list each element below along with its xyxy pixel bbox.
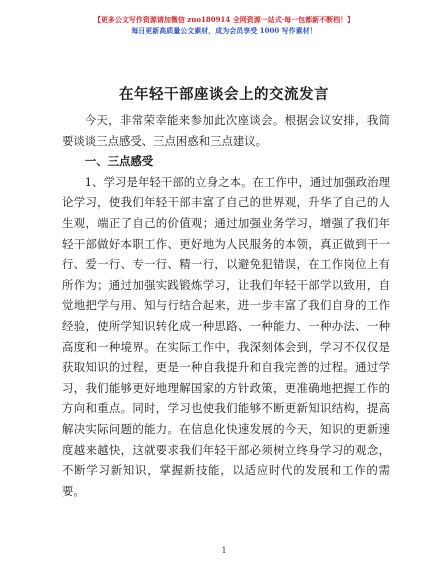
promo-line-2: 每日更新高质量公文素材，成为会员享受 1000 写作素材！ xyxy=(131,26,317,35)
document-title: 在年轻干部座谈会上的交流发言 xyxy=(119,86,329,103)
body-paragraph: 1、学习是年轻干部的立身之本。在工作中，通过加强政治理论学习，使我们年轻干部丰富了自己的世界观，升华了自己的人生观，端正了自己的价值观；通过加强业务学习，增强了我们年轻干部做好本职工作、更好地为人民服务的本领，真正做到干一行、爱一行、专一行、精一行，以避免犯错误，在工作岗位上有所作为；通过加强实践锻炼学习，让我们年轻干部学以致用，自觉地把学与用、知与行结合起来，进一步丰富了我们自身的工作经验，使所学知识转化成一种思路、一种能力、一种办法、一种高度和一种境界。在实际工作中，我深刻体会到，学习不仅仅是获取知识的过程，更是一种自我提升和自我完善的过程。通过学习，我们能够更好地理解国家的方针政策，更准确地把握工作的方向和重点。同时，学习也使我们能够不断更新知识结构，提高解决实际问题的能力。在信息化快速发展的今天，知识的更新速度越来越快，这就要求我们年轻干部必须树立终身学习的观念，不断学习新知识，掌握新技能，以适应时代的发展和工作的需要。 xyxy=(62,174,390,498)
intro-paragraph: 今天，非常荣幸能来参加此次座谈会。根据会议安排，我简要谈谈三点感受、三点困惑和三点建议。 xyxy=(62,113,390,148)
page-number: 1 xyxy=(221,546,227,555)
section-heading: 一、三点感受 xyxy=(84,154,154,169)
promo-line-1: 【更多公文写作资源请加微信 zuo180914 全网资源一站式·每一包都新不断档！】 xyxy=(93,15,355,24)
document-body xyxy=(62,110,390,501)
promo-banner xyxy=(0,14,448,36)
